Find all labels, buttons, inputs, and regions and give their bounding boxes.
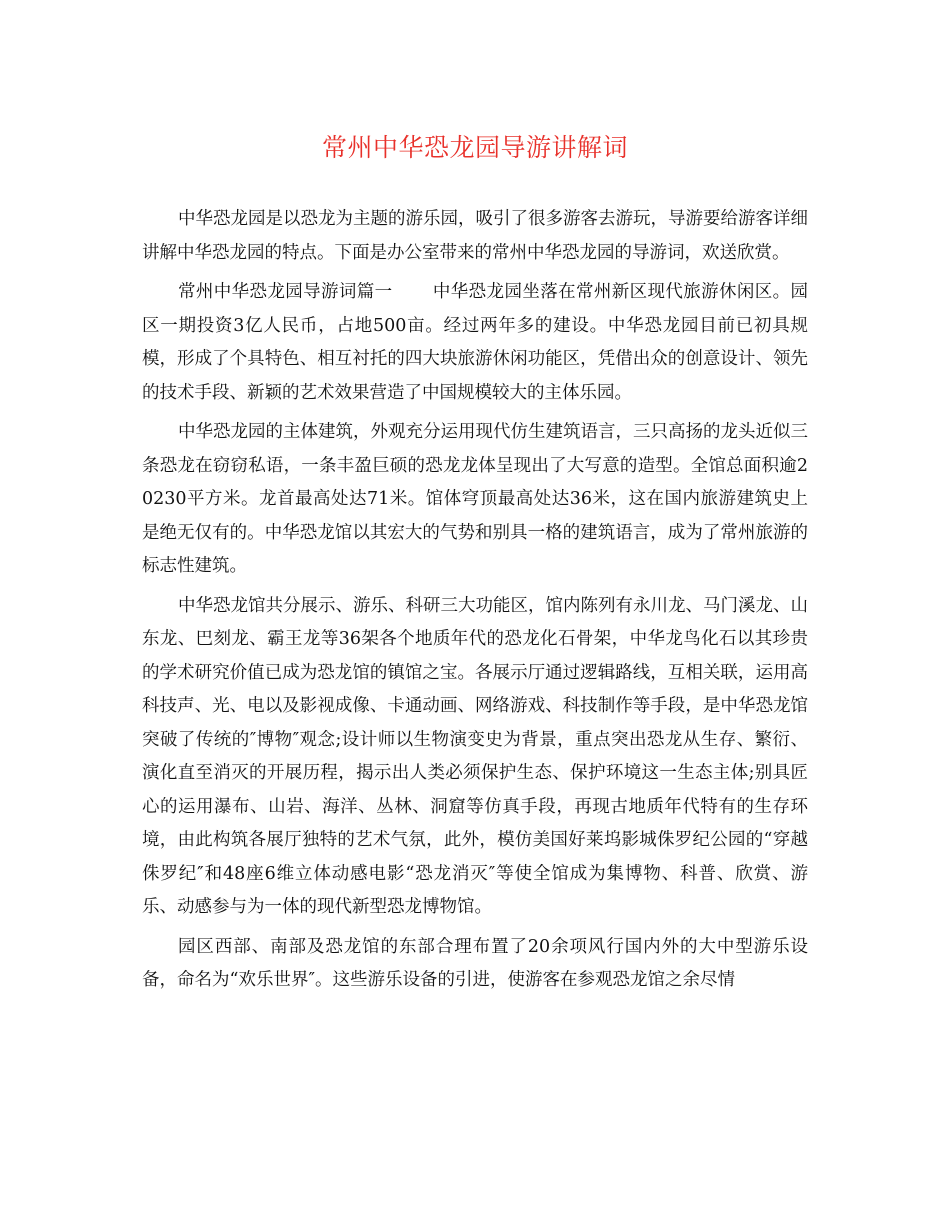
section-heading: 常州中华恐龙园导游词篇一: [178, 282, 393, 302]
document-title: 常州中华恐龙园导游讲解词: [321, 133, 628, 162]
document-body: [142, 203, 808, 1004]
paragraph-section-one: [142, 276, 808, 410]
paragraph-functional-areas: 中华恐龙馆共分展示、游乐、科研三大功能区，馆内陈列有永川龙、马门溪龙、山东龙、巴刻龙、霸王龙等36架各个地质年代的恐龙化石骨架，中华龙鸟化石以其珍贵的学术研究价值已成为恐龙馆的镇馆之宝。各展示厅通过逻辑路线，互相关联，运用高科技声、光、电以及影视成像、卡通动画、网络游戏、科技制作等手段，是中华恐龙馆突破了传统的″博物″观念;设计师以生物演变史为背景，重点突出恐龙从生存、繁衍、演化直至消灭的开展历程，揭示出人类必须保护生态、保护环境这一生态主体;别具匠心的运用瀑布、山岩、海洋、丛林、洞窟等仿真手段，再现古地质年代特有的生存环境，由此构筑各展厅独特的艺术气氛，此外，模仿美国好莱坞影城侏罗纪公园的“穿越侏罗纪″和48座6维立体动感电影“恐龙消灭″等使全馆成为集博物、科普、欣赏、游乐、动感参与为一体的现代新型恐龙博物馆。: [142, 595, 808, 917]
paragraph-intro: 中华恐龙园是以恐龙为主题的游乐园，吸引了很多游客去游玩，导游要给游客详细讲解中华恐龙园的特点。下面是办公室带来的常州中华恐龙园的导游词，欢送欣赏。: [142, 209, 808, 263]
paragraph-main-building: 中华恐龙园的主体建筑，外观充分运用现代仿生建筑语言，三只高扬的龙头近似三条恐龙在窃窃私语，一条丰盈巨硕的恐龙龙体呈现出了大写意的造型。全馆总面积逾20230平方米。龙首最高处达71米。馆体穹顶最高处达36米，这在国内旅游建筑史上是绝无仅有的。中华恐龙馆以其宏大的气势和别具一格的建筑语言，成为了常州旅游的标志性建筑。: [142, 422, 808, 576]
paragraph-amusement-rides: 园区西部、南部及恐龙馆的东部合理布置了20余项风行国内外的大中型游乐设备，命名为“欢乐世界″。这些游乐设备的引进，使游客在参观恐龙馆之余尽情: [142, 936, 808, 990]
paragraph-location: 中华恐龙园坐落在常州新区现代旅游休闲区。园区一期投资3亿人民币，占地500亩。经过两年多的建设。中华恐龙园目前已初具规模，形成了个具特色、相互衬托的四大块旅游休闲功能区，凭借出众的创意设计、领先的技术手段、新颖的艺术效果营造了中国规模较大的主体乐园。: [142, 282, 808, 403]
